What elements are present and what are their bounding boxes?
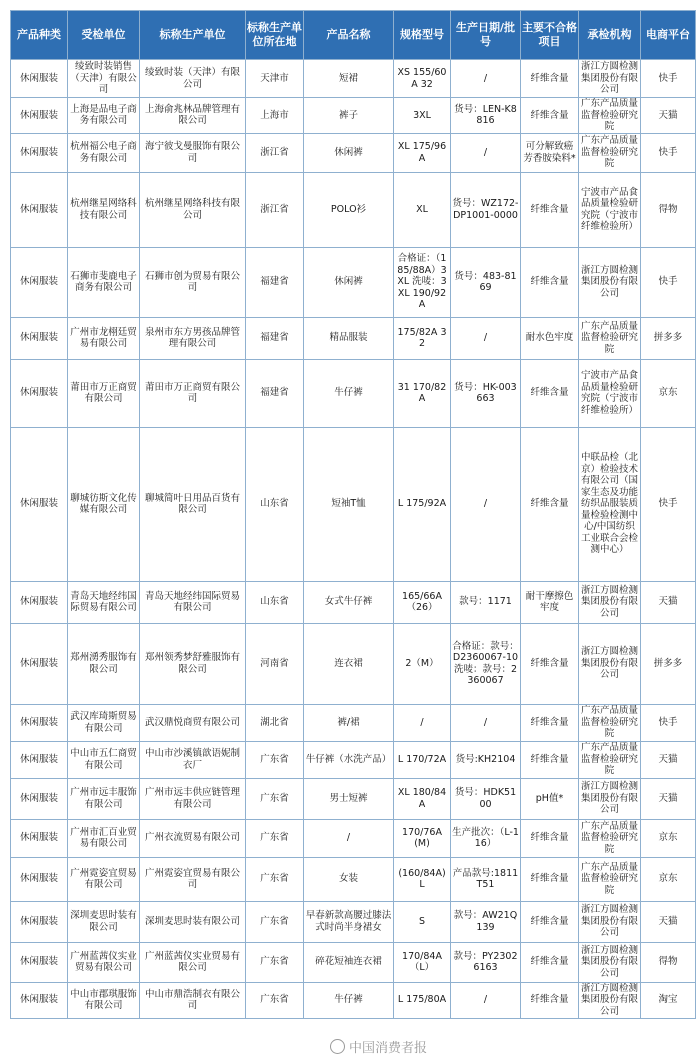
weibo-icon [330,1039,345,1054]
cell-manufacturer: 深圳麦思时装有限公司 [140,901,246,942]
cell-manufacturer: 聊城简叶日用品百货有限公司 [140,427,246,581]
cell-date-batch: 款号：AW21Q139 [451,901,521,942]
cell-spec-model: 31 170/82A [394,359,451,427]
cell-inspected-unit: 广州市龙栩廷贸易有限公司 [68,317,140,359]
cell-location: 河南省 [246,623,304,704]
cell-spec-model: XL [394,172,451,247]
cell-category: 休闲服装 [11,819,68,857]
cell-testing-agency: 广东产品质量监督检验研究院 [579,98,641,134]
cell-spec-model: 175/82A 32 [394,317,451,359]
cell-location: 山东省 [246,581,304,623]
cell-category: 休闲服装 [11,623,68,704]
cell-testing-agency: 中联品检（北京）检验技术有限公司（国家生态及功能纺织品服装质量检验检测中心/中国纺织工业联合会检测中心） [579,427,641,581]
cell-spec-model: 170/76A(M) [394,819,451,857]
table-row [11,359,696,427]
cell-platform: 拼多多 [641,623,696,704]
cell-platform: 得物 [641,172,696,247]
cell-inspected-unit: 杭州福公电子商务有限公司 [68,133,140,172]
cell-failed-item: 纤维含量 [521,704,579,741]
cell-spec-model: L 175/92A [394,427,451,581]
cell-spec-model: S [394,901,451,942]
cell-inspected-unit: 广州市汇百业贸易有限公司 [68,819,140,857]
cell-location: 天津市 [246,60,304,98]
cell-location: 广东省 [246,857,304,901]
cell-inspected-unit: 聊城彷斯文化传媒有限公司 [68,427,140,581]
cell-inspected-unit: 广州霓姿宜贸易有限公司 [68,857,140,901]
cell-spec-model: L 170/72A [394,741,451,778]
cell-testing-agency: 广东产品质量监督检验研究院 [579,704,641,741]
cell-inspected-unit: 杭州继星网络科技有限公司 [68,172,140,247]
table-row [11,704,696,741]
table-body [11,60,696,1019]
cell-product-name: 休闲裤 [304,133,394,172]
cell-failed-item: 耐干摩擦色牢度 [521,581,579,623]
cell-location: 广东省 [246,982,304,1018]
cell-platform: 天猫 [641,581,696,623]
cell-category: 休闲服装 [11,778,68,819]
cell-category: 休闲服装 [11,704,68,741]
header-product-name: 产品名称 [304,11,394,60]
cell-category: 休闲服装 [11,247,68,317]
cell-date-batch: 货号：WZ172-DP1001-0000 [451,172,521,247]
table-row [11,172,696,247]
cell-manufacturer: 莆田市万正商贸有限公司 [140,359,246,427]
cell-manufacturer: 武汉鼎悦商贸有限公司 [140,704,246,741]
cell-category: 休闲服装 [11,857,68,901]
cell-failed-item: 纤维含量 [521,741,579,778]
cell-failed-item: 纤维含量 [521,623,579,704]
cell-spec-model: 170/84A（L） [394,942,451,982]
header-manufacturer: 标称生产单位 [140,11,246,60]
cell-manufacturer: 广州衣流贸易有限公司 [140,819,246,857]
cell-location: 福建省 [246,317,304,359]
cell-testing-agency: 浙江方圆检测集团股份有限公司 [579,623,641,704]
cell-platform: 天猫 [641,741,696,778]
cell-date-batch: 货号：LEN-K8816 [451,98,521,134]
cell-manufacturer: 广州市远丰供应链管理有限公司 [140,778,246,819]
cell-product-name: 连衣裙 [304,623,394,704]
cell-location: 广东省 [246,819,304,857]
cell-failed-item: 纤维含量 [521,359,579,427]
cell-spec-model: 合格证：（185/88A）3XL 洗唛：3XL 190/92A [394,247,451,317]
cell-failed-item: 纤维含量 [521,247,579,317]
cell-spec-model: XL 180/84A [394,778,451,819]
table-row [11,60,696,98]
cell-inspected-unit: 武汉库琦斯贸易有限公司 [68,704,140,741]
cell-date-batch: 货号：HDK5100 [451,778,521,819]
cell-manufacturer: 中山市沙溪镇歆语妮制衣厂 [140,741,246,778]
cell-platform: 得物 [641,942,696,982]
cell-category: 休闲服装 [11,60,68,98]
cell-testing-agency: 浙江方圆检测集团股份有限公司 [579,778,641,819]
watermark-text: 中国消费者报 [349,1041,428,1056]
cell-platform: 天猫 [641,778,696,819]
header-testing-agency: 承检机构 [579,11,641,60]
product-quality-table [10,10,696,1019]
cell-testing-agency: 浙江方圆检测集团股份有限公司 [579,60,641,98]
cell-date-batch: 生产批次：（L-116） [451,819,521,857]
cell-date-batch: 产品款号:1811T51 [451,857,521,901]
table-row [11,778,696,819]
cell-inspected-unit: 广州蓝茜仪实业贸易有限公司 [68,942,140,982]
cell-date-batch: 款号：PY23026163 [451,942,521,982]
cell-product-name: 牛仔裤 [304,982,394,1018]
cell-product-name: POLO衫 [304,172,394,247]
cell-category: 休闲服装 [11,359,68,427]
table-row [11,133,696,172]
cell-product-name: 女式牛仔裤 [304,581,394,623]
cell-failed-item: 纤维含量 [521,901,579,942]
cell-failed-item: 纤维含量 [521,60,579,98]
cell-spec-model: 165/66A（26） [394,581,451,623]
cell-location: 广东省 [246,901,304,942]
cell-date-batch: / [451,982,521,1018]
cell-manufacturer: 青岛天地经纬国际贸易有限公司 [140,581,246,623]
header-spec-model: 规格型号 [394,11,451,60]
cell-product-name: 牛仔裤 [304,359,394,427]
cell-product-name: 牛仔裤（水洗产品） [304,741,394,778]
cell-date-batch: / [451,427,521,581]
cell-testing-agency: 浙江方圆检测集团股份有限公司 [579,247,641,317]
cell-failed-item: 纤维含量 [521,98,579,134]
cell-platform: 快手 [641,247,696,317]
cell-category: 休闲服装 [11,133,68,172]
cell-failed-item: pH值* [521,778,579,819]
cell-manufacturer: 郑州领秀梦舒雅服饰有限公司 [140,623,246,704]
cell-spec-model: (160/84A) L [394,857,451,901]
header-manufacturer-location: 标称生产单位所在地 [246,11,304,60]
header-category: 产品种类 [11,11,68,60]
cell-product-name: 早春新款高腰过膝法式时尚半身裙女 [304,901,394,942]
cell-testing-agency: 宁波市产品食品质量检验研究院（宁波市纤维检验所） [579,359,641,427]
cell-manufacturer: 中山市鼎浩制衣有限公司 [140,982,246,1018]
cell-platform: 京东 [641,857,696,901]
cell-spec-model: XL 175/96A [394,133,451,172]
cell-category: 休闲服装 [11,901,68,942]
cell-category: 休闲服装 [11,427,68,581]
cell-location: 福建省 [246,359,304,427]
table-row [11,623,696,704]
cell-inspected-unit: 石狮市斐鹿电子商务有限公司 [68,247,140,317]
cell-location: 广东省 [246,741,304,778]
cell-manufacturer: 杭州继星网络科技有限公司 [140,172,246,247]
cell-inspected-unit: 深圳麦思时装有限公司 [68,901,140,942]
table-row [11,581,696,623]
cell-testing-agency: 浙江方圆检测集团股份有限公司 [579,982,641,1018]
cell-location: 广东省 [246,942,304,982]
cell-failed-item: 纤维含量 [521,942,579,982]
cell-spec-model: 3XL [394,98,451,134]
cell-platform: 快手 [641,427,696,581]
cell-manufacturer: 上海俞兆林品牌管理有限公司 [140,98,246,134]
cell-product-name: 裤/裙 [304,704,394,741]
cell-spec-model: XS 155/60A 32 [394,60,451,98]
cell-category: 休闲服装 [11,942,68,982]
cell-failed-item: 耐水色牢度 [521,317,579,359]
table-row [11,741,696,778]
cell-failed-item: 纤维含量 [521,172,579,247]
cell-manufacturer: 泉州市东方男孩品牌管理有限公司 [140,317,246,359]
cell-date-batch: / [451,704,521,741]
cell-date-batch: / [451,317,521,359]
cell-date-batch: / [451,60,521,98]
cell-spec-model: L 175/80A [394,982,451,1018]
cell-product-name: 裤子 [304,98,394,134]
cell-platform: 天猫 [641,901,696,942]
cell-manufacturer: 广州蓝茜仪实业贸易有限公司 [140,942,246,982]
cell-platform: 快手 [641,704,696,741]
table-row [11,427,696,581]
cell-testing-agency: 广东产品质量监督检验研究院 [579,819,641,857]
cell-location: 上海市 [246,98,304,134]
cell-product-name: 精品服装 [304,317,394,359]
cell-product-name: 短袖T恤 [304,427,394,581]
cell-product-name: 短裙 [304,60,394,98]
cell-category: 休闲服装 [11,581,68,623]
cell-platform: 拼多多 [641,317,696,359]
cell-failed-item: 纤维含量 [521,857,579,901]
cell-inspected-unit: 广州市远丰服饰有限公司 [68,778,140,819]
cell-testing-agency: 广东产品质量监督检验研究院 [579,317,641,359]
cell-date-batch: 款号：1171 [451,581,521,623]
cell-testing-agency: 浙江方圆检测集团股份有限公司 [579,942,641,982]
cell-manufacturer: 石狮市创为贸易有限公司 [140,247,246,317]
cell-date-batch: 货号：483-8169 [451,247,521,317]
cell-inspected-unit: 郑州湧秀服饰有限公司 [68,623,140,704]
cell-category: 休闲服装 [11,172,68,247]
table-row [11,942,696,982]
cell-category: 休闲服装 [11,982,68,1018]
cell-failed-item: 纤维含量 [521,982,579,1018]
cell-location: 浙江省 [246,133,304,172]
cell-testing-agency: 浙江方圆检测集团股份有限公司 [579,901,641,942]
cell-date-batch: 合格证：款号：D2360067-10 洗唛：款号：2360067 [451,623,521,704]
header-inspected-unit: 受检单位 [68,11,140,60]
cell-platform: 淘宝 [641,982,696,1018]
table-header-row [11,11,696,60]
header-date-batch: 生产日期/批号 [451,11,521,60]
table-row [11,247,696,317]
cell-inspected-unit: 中山市五仁商贸有限公司 [68,741,140,778]
cell-inspected-unit: 上海是品电子商务有限公司 [68,98,140,134]
cell-platform: 京东 [641,359,696,427]
cell-date-batch: 货号：HK-003663 [451,359,521,427]
cell-platform: 快手 [641,133,696,172]
cell-spec-model: 2（M） [394,623,451,704]
cell-inspected-unit: 莆田市万正商贸有限公司 [68,359,140,427]
cell-location: 浙江省 [246,172,304,247]
cell-product-name: / [304,819,394,857]
header-platform: 电商平台 [641,11,696,60]
cell-testing-agency: 浙江方圆检测集团股份有限公司 [579,581,641,623]
cell-failed-item: 可分解致癌芳香胺染料* [521,133,579,172]
cell-testing-agency: 宁波市产品食品质量检验研究院（宁波市纤维检验所） [579,172,641,247]
cell-failed-item: 纤维含量 [521,819,579,857]
cell-platform: 快手 [641,60,696,98]
watermark [330,1037,427,1056]
cell-testing-agency: 广东产品质量监督检验研究院 [579,133,641,172]
table-row [11,982,696,1018]
cell-location: 广东省 [246,778,304,819]
cell-category: 休闲服装 [11,98,68,134]
cell-spec-model: / [394,704,451,741]
table-row [11,98,696,134]
cell-category: 休闲服装 [11,741,68,778]
table-row [11,819,696,857]
cell-location: 福建省 [246,247,304,317]
cell-product-name: 碎花短袖连衣裙 [304,942,394,982]
table-row [11,317,696,359]
cell-location: 山东省 [246,427,304,581]
cell-inspected-unit: 青岛天地经纬国际贸易有限公司 [68,581,140,623]
header-failed-items: 主要不合格项目 [521,11,579,60]
cell-failed-item: 纤维含量 [521,427,579,581]
cell-manufacturer: 广州霓姿宜贸易有限公司 [140,857,246,901]
cell-testing-agency: 广东产品质量监督检验研究院 [579,741,641,778]
cell-platform: 京东 [641,819,696,857]
cell-product-name: 男士短裤 [304,778,394,819]
cell-location: 湖北省 [246,704,304,741]
cell-inspected-unit: 绫致时装销售（天津）有限公司 [68,60,140,98]
cell-date-batch: 货号:KH2104 [451,741,521,778]
cell-manufacturer: 绫致时装（天津）有限公司 [140,60,246,98]
cell-product-name: 女装 [304,857,394,901]
table-row [11,901,696,942]
table-row [11,857,696,901]
cell-inspected-unit: 中山市郡琪服饰有限公司 [68,982,140,1018]
cell-product-name: 休闲裤 [304,247,394,317]
cell-category: 休闲服装 [11,317,68,359]
cell-testing-agency: 广东产品质量监督检验研究院 [579,857,641,901]
cell-manufacturer: 海宁彼戈曼服饰有限公司 [140,133,246,172]
cell-platform: 天猫 [641,98,696,134]
cell-date-batch: / [451,133,521,172]
